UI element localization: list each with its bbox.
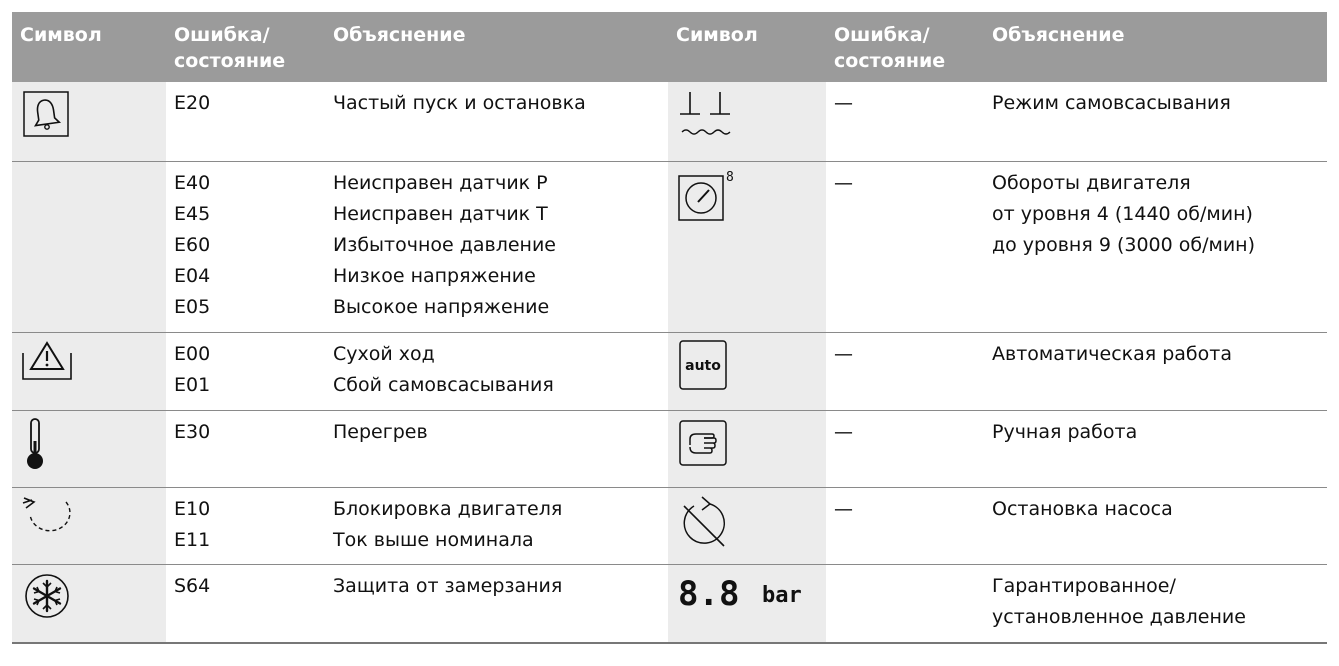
table-row	[12, 487, 1327, 564]
error-code-cell	[166, 410, 325, 487]
explanation-cell-right	[984, 487, 1327, 564]
symbol-cell-right	[668, 564, 826, 643]
explanation-cell	[325, 332, 668, 410]
explanation-text: Защита от замерзания	[333, 574, 563, 597]
explanation-cell-right	[984, 332, 1327, 410]
explanation-text: Ток выше номинала	[333, 528, 534, 551]
table-header-row	[12, 12, 1327, 82]
pump-stop-icon	[676, 494, 736, 550]
header-error-state	[166, 12, 325, 82]
speed-level-digit: 8	[726, 169, 734, 185]
explanation-cell-right	[984, 161, 1327, 332]
error-code-cell	[166, 487, 325, 564]
symbol-cell-right	[668, 487, 826, 564]
error-code: E04	[174, 264, 211, 287]
explanation-text: Сухой ход	[333, 342, 435, 365]
explanation-cell	[325, 487, 668, 564]
error-code: E01	[174, 373, 211, 396]
speedometer-icon	[676, 168, 740, 224]
error-code-cell	[166, 332, 325, 410]
self-priming-icon	[676, 88, 740, 148]
explanation-text: до уровня 9 (3000 об/мин)	[992, 233, 1256, 256]
snowflake-icon	[20, 571, 76, 623]
manual-hand-icon	[676, 417, 732, 469]
status-dash: —	[834, 92, 853, 114]
explanation-text: Ручная работа	[992, 420, 1138, 443]
status-cell	[826, 82, 984, 161]
header-error-line1: Ошибка/	[834, 24, 930, 46]
symbol-cell-right	[668, 161, 826, 332]
symbol-cell	[12, 332, 166, 410]
error-code: E60	[174, 233, 211, 256]
status-cell	[826, 161, 984, 332]
symbol-cell-right	[668, 332, 826, 410]
symbol-cell	[12, 564, 166, 643]
pressure-display-icon	[676, 571, 816, 621]
header-explanation-right: Объяснение	[984, 12, 1327, 82]
symbol-cell	[12, 487, 166, 564]
table-row	[12, 410, 1327, 487]
explanation-cell	[325, 82, 668, 161]
error-code: E05	[174, 295, 211, 318]
explanation-text: от уровня 4 (1440 об/мин)	[992, 202, 1253, 225]
error-code: E20	[174, 92, 211, 114]
status-cell	[826, 564, 984, 643]
header-error-state-right	[826, 12, 984, 82]
explanation-text: Высокое напряжение	[333, 295, 550, 318]
table-row	[12, 161, 1327, 332]
explanation-text: Обороты двигателя	[992, 171, 1191, 194]
error-code: E11	[174, 528, 211, 551]
error-code-cell	[166, 161, 325, 332]
bell-box-icon	[20, 88, 72, 140]
motor-blocked-icon	[20, 494, 80, 538]
error-code-cell	[166, 82, 325, 161]
header-symbol-right: Символ	[668, 12, 826, 82]
explanation-cell-right	[984, 564, 1327, 643]
error-code: E10	[174, 497, 211, 520]
explanation-text: Сбой самовсасывания	[333, 373, 554, 396]
pressure-unit: bar	[762, 582, 802, 608]
explanation-text: Перегрев	[333, 420, 428, 443]
symbol-cell	[12, 82, 166, 161]
symbol-cell	[12, 161, 166, 332]
error-symbol-table	[12, 12, 1327, 644]
explanation-text: Частый пуск и остановка	[333, 92, 586, 114]
explanation-cell-right	[984, 82, 1327, 161]
table-row	[12, 332, 1327, 410]
status-dash: —	[834, 420, 853, 443]
status-dash: —	[834, 342, 853, 365]
explanation-text: Блокировка двигателя	[333, 497, 563, 520]
explanation-text: Автоматическая работа	[992, 342, 1232, 365]
table-row	[12, 564, 1327, 643]
error-code: E40	[174, 171, 211, 194]
status-cell	[826, 332, 984, 410]
explanation-cell	[325, 161, 668, 332]
error-code: E30	[174, 420, 211, 443]
explanation-text: Избыточное давление	[333, 233, 556, 256]
explanation-text: Режим самовсасывания	[992, 92, 1231, 114]
header-error-line1: Ошибка/	[174, 24, 270, 46]
error-code-cell	[166, 564, 325, 643]
header-error-line2: состояние	[174, 50, 286, 72]
thermometer-icon	[20, 417, 60, 471]
explanation-text: Неисправен датчик P	[333, 171, 548, 194]
explanation-cell	[325, 410, 668, 487]
status-cell	[826, 410, 984, 487]
explanation-cell-right	[984, 410, 1327, 487]
auto-label: auto	[685, 357, 721, 374]
error-code: E00	[174, 342, 211, 365]
explanation-text: Низкое напряжение	[333, 264, 536, 287]
header-symbol: Символ	[12, 12, 166, 82]
explanation-cell	[325, 564, 668, 643]
symbol-cell	[12, 410, 166, 487]
symbol-cell-right	[668, 82, 826, 161]
symbol-cell-right	[668, 410, 826, 487]
table-row	[12, 82, 1327, 161]
header-explanation: Объяснение	[325, 12, 668, 82]
status-dash: —	[834, 171, 853, 194]
explanation-text: Остановка насоса	[992, 497, 1173, 520]
explanation-text: Гарантированное/	[992, 574, 1176, 597]
explanation-text: установленное давление	[992, 605, 1246, 628]
auto-mode-icon	[676, 339, 732, 393]
pressure-digits: 8.8	[678, 573, 740, 614]
error-code: E45	[174, 202, 211, 225]
explanation-text: Неисправен датчик T	[333, 202, 548, 225]
header-error-line2: состояние	[834, 50, 946, 72]
warning-basin-icon	[20, 339, 76, 383]
status-cell	[826, 487, 984, 564]
error-code: S64	[174, 574, 211, 597]
status-dash: —	[834, 497, 853, 520]
